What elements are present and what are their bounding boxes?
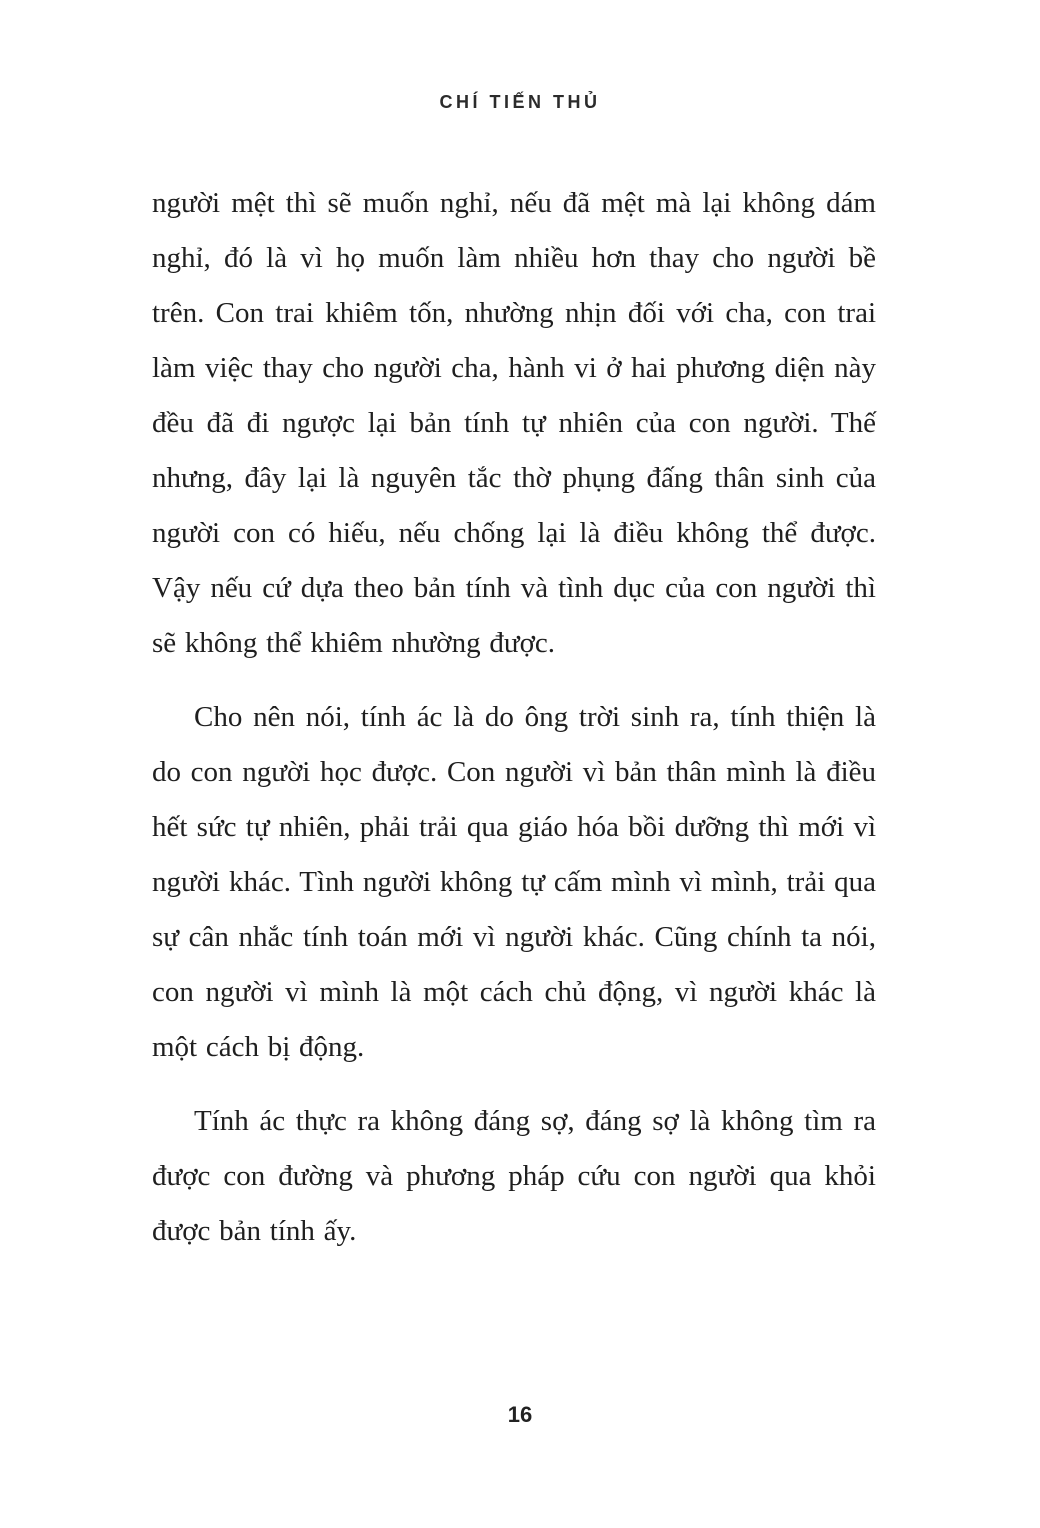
running-header: CHÍ TIẾN THỦ — [439, 92, 601, 112]
body-text — [152, 176, 876, 1278]
page-number: 16 — [507, 1402, 533, 1427]
paragraph: người mệt thì sẽ muốn nghỉ, nếu đã mệt mà lại không dám nghỉ, đó là vì họ muốn làm nhiều hơn thay cho người bề trên. Con trai khiêm tốn, nhường nhịn đối với cha, con trai làm việc thay cho người cha, hành vi ở hai phương diện này đều đã đi ngược lại bản tính tự nhiên của con người. Thế nhưng, đây lại là nguyên tắc thờ phụng đấng thân sinh của người con có hiếu, nếu chống lại là điều không thể được. Vậy nếu cứ dựa theo bản tính và tình dục của con người thì sẽ không thể khiêm nhường được. — [152, 187, 876, 659]
paragraph: Cho nên nói, tính ác là do ông trời sinh ra, tính thiện là do con người học được. Con người vì bản thân mình là điều hết sức tự nhiên, phải trải qua giáo hóa bồi dưỡng thì mới vì người khác. Tình người không tự cấm mình vì mình, trải qua sự cân nhắc tính toán mới vì người khác. Cũng chính ta nói, con người vì mình là một cách chủ động, vì người khác là một cách bị động. — [152, 701, 876, 1063]
paragraph: Tính ác thực ra không đáng sợ, đáng sợ là không tìm ra được con đường và phương pháp cứu con người qua khỏi được bản tính ấy. — [152, 1105, 876, 1247]
